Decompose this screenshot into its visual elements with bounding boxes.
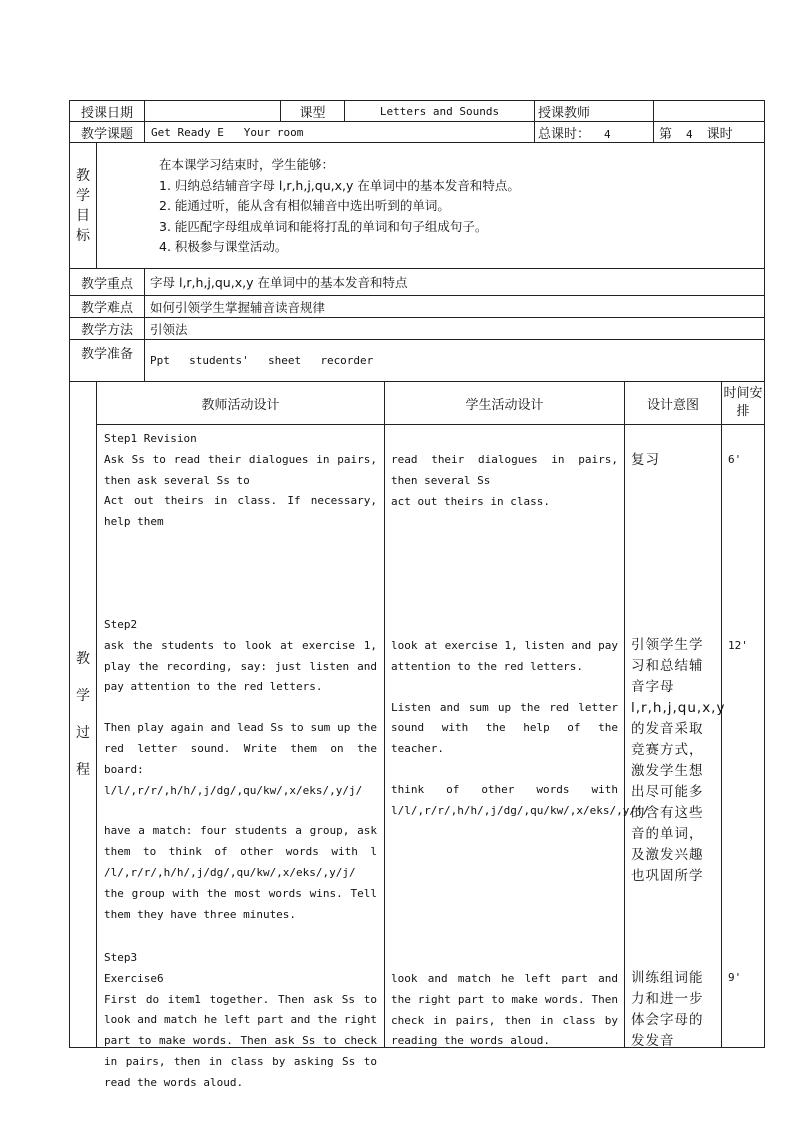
teacher-value[interactable] <box>654 101 765 122</box>
objective-item: 1. 归纳总结辅音字母 l,r,h,j,qu,x,y 在单词中的基本发音和特点。 <box>159 177 520 193</box>
step1-teacher <box>104 429 377 533</box>
step-text: Act out theirs in class. If necessary, help them <box>104 494 377 529</box>
preparation-label: 教学准备 <box>70 340 145 382</box>
methods-label: 教学方法 <box>70 318 145 340</box>
methods-value: 引领法 <box>145 318 765 340</box>
step3-time: 9' <box>728 971 742 984</box>
step2-teacher <box>104 615 377 925</box>
column-header-time: 时间安排 <box>722 382 765 425</box>
objectives-label-char: 教 <box>76 167 90 184</box>
step1-student <box>391 450 618 512</box>
step-text: ask the students to look at exercise 1, play the recording, say: just listen and pay attention to the red letters. <box>104 638 377 694</box>
topic-value: Get Ready E Your room <box>145 122 535 143</box>
header-table <box>69 100 765 122</box>
step2-time: 12' <box>728 639 748 652</box>
step-text: Ask Ss to read their dialogues in pairs, then ask several Ss to <box>104 452 377 487</box>
date-label: 授课日期 <box>70 101 145 122</box>
type-value: Letters and Sounds <box>345 101 535 122</box>
topic-label: 教学课题 <box>70 122 145 143</box>
date-value[interactable] <box>145 101 281 122</box>
time-allocation <box>722 425 765 1048</box>
key-points-value: 字母 l,r,h,j,qu,x,y 在单词中的基本发音和特点 <box>145 269 765 296</box>
step-text: act out theirs in class. <box>391 494 550 508</box>
step2-intent: 引领学生学习和总结辅音字母l,r,h,j,qu,x,y的发音采取竞赛方式，激发学生想出尽可能多的含有这些音的单词，及激发兴趣也巩固所学 <box>631 637 726 884</box>
step-title: Step2 <box>104 618 138 631</box>
step-title: Step3 <box>104 951 138 964</box>
process-table <box>69 381 765 1089</box>
total-hours-value: 4 <box>604 127 611 141</box>
objectives-label-chars <box>70 166 96 246</box>
step-text: Then play again and lead Ss to sum up the red letter sound. Write them on the board: l/l/,r/r/,h/h/,j/dg/,qu/kw/,x/eks/,y/j/ <box>104 721 377 797</box>
type-label: 课型 <box>281 101 345 122</box>
teacher-activities <box>97 425 385 1089</box>
design-intent <box>625 425 726 1049</box>
objectives-label <box>70 143 97 269</box>
objectives-intro: 在本课学习结束时，学生能够： <box>159 157 335 172</box>
objective-item: 4. 积极参与课堂活动。 <box>159 239 288 254</box>
process-label-char: 程 <box>76 761 90 778</box>
objective-item: 2. 能通过听，能从含有相似辅音中选出听到的单词。 <box>159 198 450 213</box>
process-label-char: 学 <box>76 687 90 704</box>
step-text: think of other words with l/l/,r/r/,h/h/,j/dg/,qu/kw/,x/eks/,y/j/ <box>391 782 650 817</box>
difficulties-label: 教学难点 <box>70 296 145 318</box>
process-label-char: 教 <box>76 650 90 667</box>
step-text: First do item1 together. Then ask Ss to look and match he left part and the right part to make words. Then ask Ss to check in pairs, then in class by asking Ss to read the words aloud. <box>104 992 377 1089</box>
step-text: read their dialogues in pairs, then several Ss <box>391 453 618 487</box>
preparation-value: Ppt students' sheet recorder <box>145 340 765 382</box>
process-label-chars <box>70 641 96 789</box>
total-hours-label: 总课时： <box>538 126 591 142</box>
step3-student <box>391 969 618 1052</box>
objectives-label-char: 学 <box>76 187 90 204</box>
step1-time: 6' <box>728 453 742 466</box>
step-text: Listen and sum up the red letter sound with the help of the teacher. <box>391 700 618 756</box>
topic-table <box>69 121 765 143</box>
lesson-number <box>654 122 765 143</box>
lesson-prefix: 第 <box>659 126 673 142</box>
step-title: Step1 Revision <box>104 432 197 445</box>
objectives-table <box>69 142 765 269</box>
step-text: look at exercise 1, listen and pay attention to the red letters. <box>391 639 618 673</box>
step-text: have a match: four students a group, ask them to think of other words with l /l/,r/r/,h/h/,j/dg/,qu/kw/,x/eks/,y/j/ the group with the most words wins. Tell them they have three minutes. <box>104 824 377 921</box>
total-hours <box>535 122 654 143</box>
key-points-label: 教学重点 <box>70 269 145 296</box>
step-text: look and match he left part and the right part to make words. Then check in pairs, then in class by reading the words aloud. <box>391 972 618 1048</box>
objectives-content <box>97 143 765 269</box>
step2-student <box>391 636 650 822</box>
step3-teacher <box>104 948 377 1094</box>
process-label-char: 过 <box>76 724 90 741</box>
step3-intent: 训练组词能力和进一步体会字母的发发音 <box>631 970 704 1049</box>
step1-intent: 复习 <box>631 452 660 468</box>
column-header-intent: 设计意图 <box>625 382 722 425</box>
teacher-label: 授课教师 <box>535 101 654 122</box>
column-header-teacher: 教师活动设计 <box>97 382 385 425</box>
lesson-suffix: 课时 <box>706 126 733 142</box>
difficulties-value: 如何引领学生掌握辅音读音规律 <box>145 296 765 318</box>
column-header-student: 学生活动设计 <box>385 382 625 425</box>
step-subtitle: Exercise6 <box>104 971 164 985</box>
objectives-label-char: 标 <box>76 227 90 244</box>
lesson-number-value: 4 <box>686 127 693 141</box>
objectives-label-char: 目 <box>76 207 90 224</box>
process-label <box>70 382 97 1048</box>
objective-item: 3. 能匹配字母组成单词和能将打乱的单词和句子组成句子。 <box>159 218 488 234</box>
info-table <box>69 268 765 382</box>
